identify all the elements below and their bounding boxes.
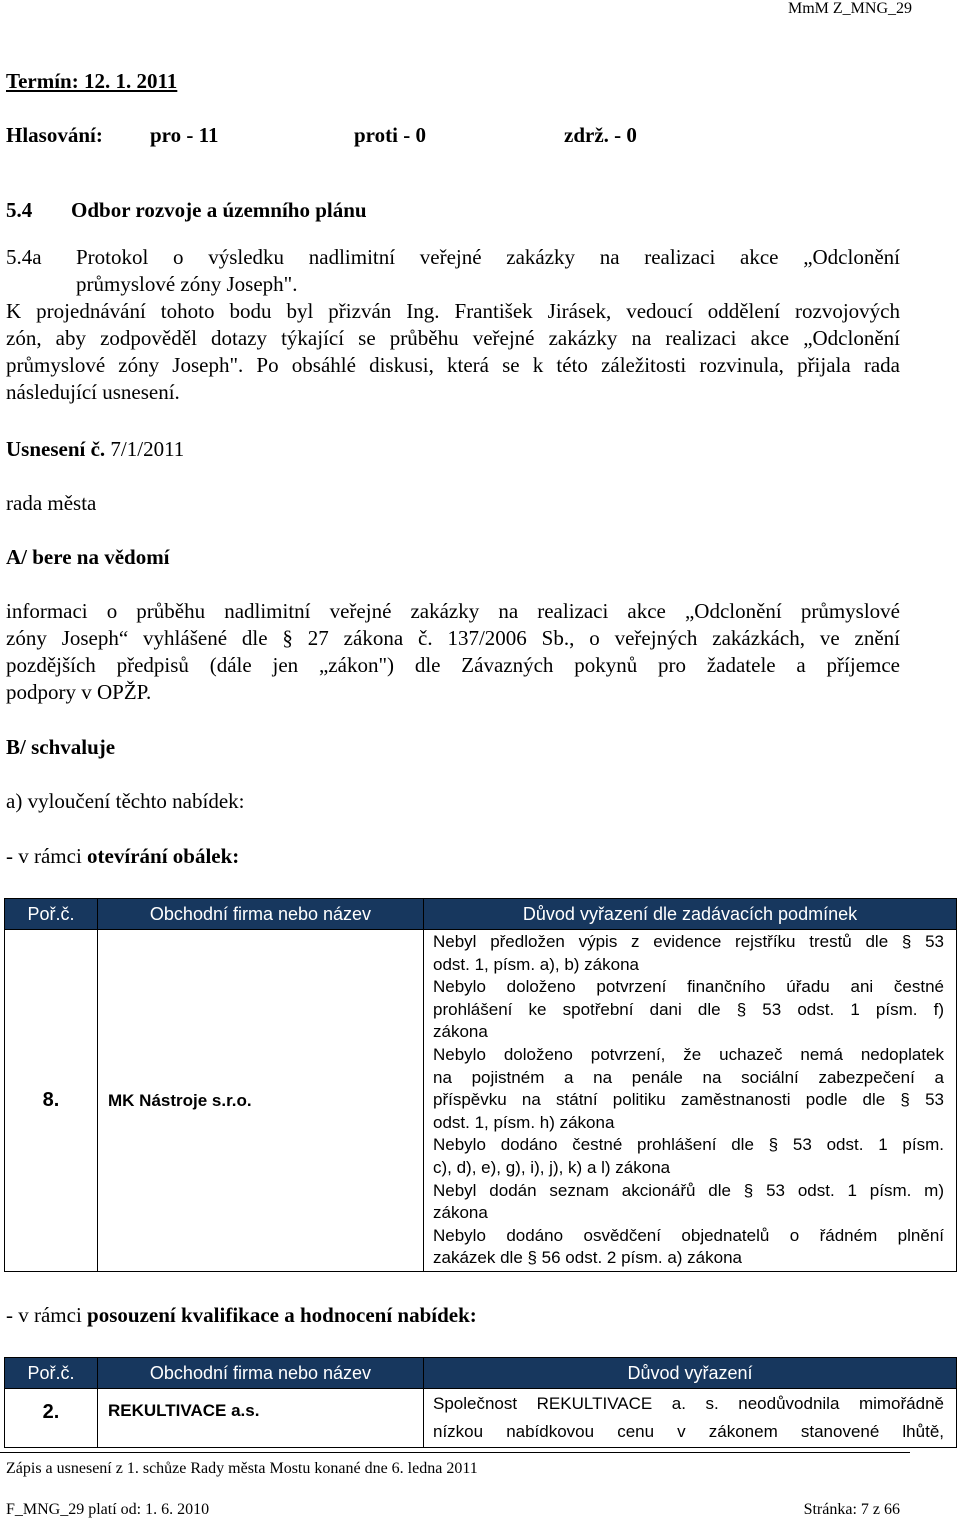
section-number: 5.4	[6, 198, 33, 222]
table-header-row	[5, 899, 957, 930]
reason-line: c), d), e), g), i), j), k) a l) zákona	[433, 1157, 671, 1177]
agenda-item-number: 5.4a	[6, 245, 42, 269]
firm-name-cell: MK Nástroje s.r.o.	[98, 930, 424, 1272]
reason-line: odst. 1, písm. h) zákona	[433, 1112, 615, 1132]
section-heading	[6, 197, 906, 224]
intro-paragraph	[6, 298, 900, 406]
deadline: Termín: 12. 1. 2011	[6, 69, 178, 93]
table-header-row	[5, 1358, 957, 1389]
resolution-label: Usnesení č.	[6, 437, 106, 461]
voting-row	[6, 122, 956, 149]
resolution-number: 7/1/2011	[110, 437, 185, 461]
opening-bold: otevírání obálek:	[87, 844, 240, 868]
reason-line: na pojistném a na penále na sociální zabezpečení a	[433, 1067, 944, 1087]
document-code: MmM Z_MNG_29	[787, 0, 912, 17]
reason-line: Nebylo dodáno čestné prohlášení dle § 53 odst. 1 písm.	[433, 1135, 944, 1155]
footer-rule	[0, 1452, 910, 1453]
table-row	[5, 930, 957, 1272]
column-header-reason: Důvod vyřazení	[424, 1358, 957, 1389]
qualification-bold: posouzení kvalifikace a hodnocení nabídek:	[87, 1303, 477, 1327]
order-number-cell: 2.	[5, 1389, 98, 1448]
column-header-firm: Obchodní firma nebo název	[98, 1358, 424, 1389]
reason-line: odst. 1, písm. a), b) zákona	[433, 954, 639, 974]
vote-against: proti - 0	[354, 123, 426, 147]
part-a-heading: A/ bere na vědomí	[6, 545, 170, 569]
table-row	[5, 1389, 957, 1448]
footer-minutes: Zápis a usnesení z 1. schůze Rady města Mostu konané dne 6. ledna 2011	[6, 1460, 478, 1477]
reason-line: zákona	[433, 1022, 488, 1042]
vote-abstain: zdrž. - 0	[564, 123, 637, 147]
qualification-prefix: - v rámci	[6, 1303, 88, 1327]
voting-label: Hlasování:	[6, 123, 103, 147]
footer	[0, 1449, 960, 1521]
order-number-cell: 8.	[5, 930, 98, 1272]
part-b-heading: B/ schvaluje	[6, 735, 116, 759]
opening-prefix: - v rámci	[6, 844, 88, 868]
reason-line: Nebylo doloženo potvrzení, že uchazeč nemá nedoplatek	[433, 1045, 944, 1065]
firm-name-cell: REKULTIVACE a.s.	[98, 1389, 424, 1448]
intro-line: následující usnesení.	[6, 380, 180, 404]
reason-line: zakázek dle § 56 odst. 2 písm. a) zákona	[433, 1248, 743, 1268]
reason-line: příspěvku na státní politiku zaměstnanosti podle dle § 53	[433, 1090, 944, 1110]
resolution-heading	[6, 436, 184, 463]
column-header-order: Poř.č.	[5, 1358, 98, 1389]
opening-label	[6, 843, 239, 870]
intro-line: K projednávání tohoto bodu byl přizván Ing. František Jirásek, vedoucí oddělení rozvojových	[6, 299, 900, 323]
footer-page-number: Stránka: 7 z 66	[803, 1501, 900, 1518]
exclusion-table-qualification	[4, 1357, 957, 1448]
agenda-item-title-line-1: Protokol o výsledku nadlimitní veřejné zakázky na realizaci akce „Odclonění	[76, 245, 900, 269]
footer-form-code: F_MNG_29 platí od: 1. 6. 2010	[6, 1501, 210, 1518]
intro-line: průmyslové zóny Joseph". Po obsáhlé diskusi, která se k této záležitosti rozvinula, přijala rada	[6, 353, 900, 377]
reason-cell	[424, 930, 957, 1272]
reason-line: prohlášení ke spotřební dani dle § 53 odst. 1 písm. f)	[433, 999, 944, 1019]
info-line: zóny Joseph“ vyhlášené dle § 27 zákona č. 137/2006 Sb., o veřejných zakázkách, ve znění	[6, 626, 900, 650]
column-header-firm: Obchodní firma nebo název	[98, 899, 424, 930]
council-label: rada města	[6, 491, 97, 515]
info-line: pozdějších předpisů (dále jen „zákon") dle Závazných pokynů pro žadatele a příjemce	[6, 653, 900, 677]
reason-line: zákona	[433, 1203, 488, 1223]
reason-line: Nebylo doloženo potvrzení finančního úřadu ani čestné	[433, 977, 944, 997]
info-paragraph	[6, 598, 900, 706]
reason-line: Nebyl předložen výpis z evidence rejstříku trestů dle § 53	[433, 932, 944, 952]
reason-line: Společnost REKULTIVACE a. s. neodůvodnila mimořádně	[433, 1394, 944, 1413]
agenda-item-title-line-2: průmyslové zóny Joseph".	[76, 272, 298, 296]
qualification-label	[6, 1302, 477, 1329]
column-header-reason: Důvod vyřazení dle zadávacích podmínek	[424, 899, 957, 930]
vote-for: pro - 11	[150, 123, 219, 147]
reason-line: Nebyl dodán seznam akcionářů dle § 53 odst. 1 písm. m)	[433, 1180, 944, 1200]
reason-cell	[424, 1389, 957, 1448]
section-title: Odbor rozvoje a územního plánu	[71, 198, 367, 222]
exclusion-table-opening	[4, 898, 957, 1272]
column-header-order: Poř.č.	[5, 899, 98, 930]
info-line: informaci o průběhu nadlimitní veřejné zakázky na realizaci akce „Odclonění průmyslové	[6, 599, 900, 623]
intro-line: zón, aby zodpověděl dotazy týkající se průběhu veřejné zakázky na realizaci akce „Odclonění	[6, 326, 900, 350]
reason-line: nízkou nabídkovou cenu v zákonem stanovené lhůtě,	[433, 1422, 944, 1441]
exclusion-label: a) vyloučení těchto nabídek:	[6, 789, 245, 813]
info-line: podpory v OPŽP.	[6, 680, 152, 704]
reason-line: Nebylo dodáno osvědčení objednatelů o řádném plnění	[433, 1225, 944, 1245]
